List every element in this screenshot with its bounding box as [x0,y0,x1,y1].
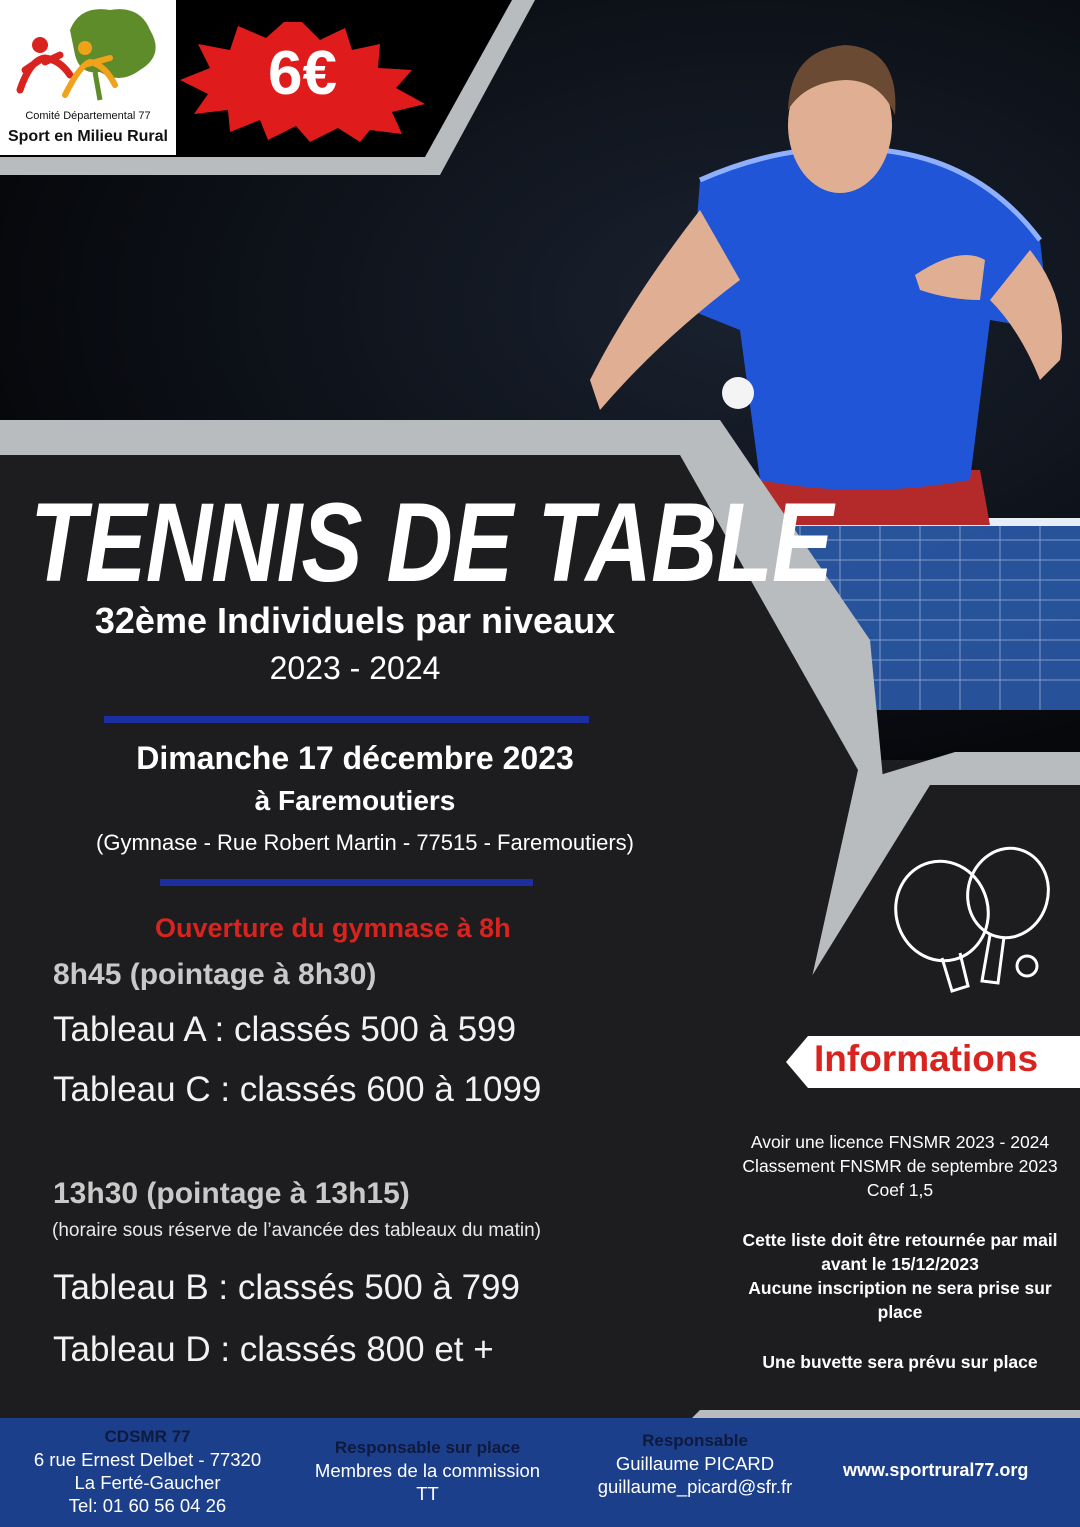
tableau-a: Tableau A : classés 500 à 599 [53,1010,517,1049]
informations-header [786,1036,1080,1088]
info-bold-4: place [877,1302,923,1322]
morning-time: 8h45 (pointage à 8h30) [53,958,377,991]
footer-responsable [570,1429,820,1498]
event-place: à Faremoutiers [254,785,456,816]
footer-onsite-line-2: TT [416,1483,439,1504]
divider-top [104,716,589,723]
event-subtitle: 32ème Individuels par niveaux [94,600,616,641]
logo-line-2: Sport en Milieu Rural [7,128,168,145]
footer-resp-name: Guillaume PICARD [615,1453,775,1474]
footer-org-line-3: Tel: 01 60 56 04 26 [68,1495,227,1516]
info-line-2: Classement FNSMR de septembre 2023 [742,1156,1058,1176]
footer-org [15,1425,280,1517]
event-title: TENNIS DE TABLE [30,480,833,605]
opening-time: Ouverture du gymnase à 8h [155,913,511,943]
footer-resp-email[interactable]: guillaume_picard@sfr.fr [597,1476,793,1497]
footer-resp-title: Responsable [642,1431,748,1450]
logo-line-1: Comité Départemental 77 [25,110,151,122]
footer-onsite-line-1: Membres de la commission [314,1460,541,1481]
footer-onsite [295,1436,560,1505]
tableau-b: Tableau B : classés 500 à 799 [53,1268,520,1307]
tableau-d: Tableau D : classés 800 et + [53,1330,494,1369]
info-line-1: Avoir une licence FNSMR 2023 - 2024 [750,1132,1050,1152]
event-address: (Gymnase - Rue Robert Martin - 77515 - Faremoutiers) [96,830,634,855]
info-bold-3: Aucune inscription ne sera prise sur [748,1278,1052,1298]
divider-bottom [160,879,533,886]
info-bold-2: avant le 15/12/2023 [821,1254,979,1274]
afternoon-note: (horaire sous réserve de l’avancée des tableaux du matin) [52,1220,541,1241]
afternoon-time: 13h30 (pointage à 13h15) [53,1177,410,1210]
footer-website-link[interactable]: www.sportrural77.org [843,1460,1029,1480]
footer-onsite-title: Responsable sur place [334,1438,521,1457]
tableau-c: Tableau C : classés 600 à 1099 [53,1070,542,1109]
sport-rural-logo [0,0,176,155]
price-label: 6€ [268,39,337,108]
event-date: Dimanche 17 décembre 2023 [136,740,574,776]
footer-org-line-2: La Ferté-Gaucher [74,1472,221,1493]
info-bold-1: Cette liste doit être retournée par mail [742,1230,1058,1250]
info-line-3: Coef 1,5 [866,1180,934,1200]
ping-pong-paddles-icon [890,843,1050,1003]
footer-org-title: CDSMR 77 [104,1427,191,1446]
informations-title: Informations [814,1038,1039,1079]
logo-emblem-icon [0,0,176,110]
info-bold-5: Une buvette sera prévu sur place [762,1352,1038,1372]
footer-org-line-1: 6 rue Ernest Delbet - 77320 [33,1449,262,1470]
event-season: 2023 - 2024 [269,650,441,686]
